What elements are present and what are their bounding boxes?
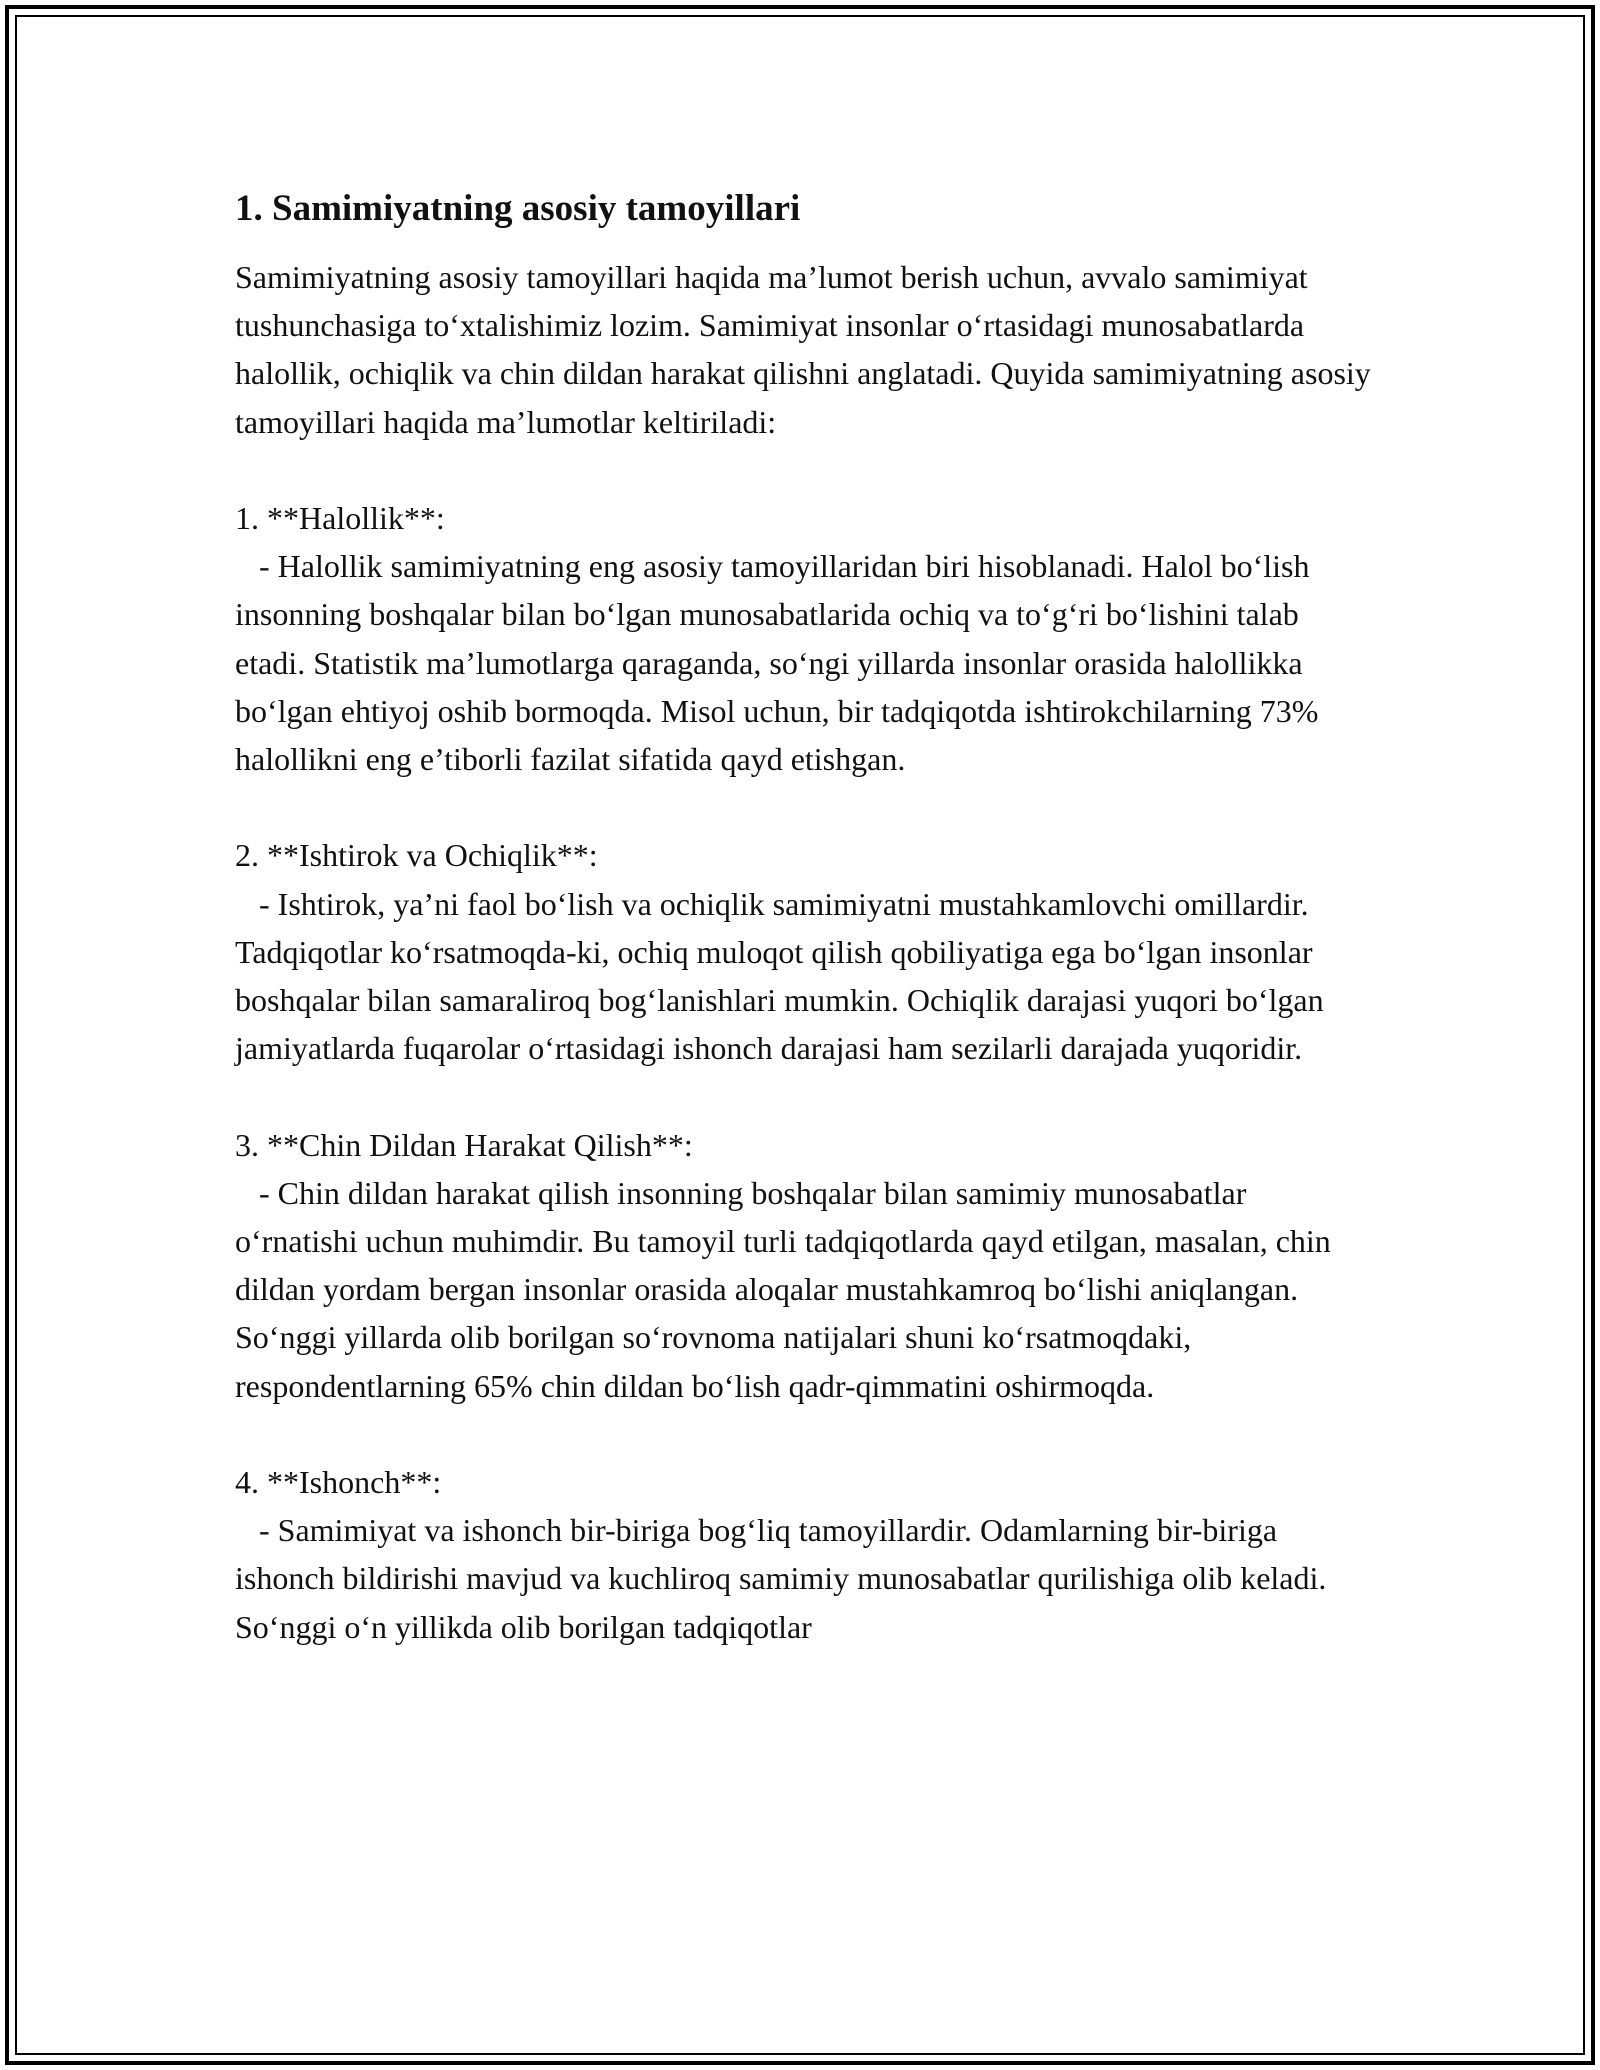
list-item-title: 3. **Chin Dildan Harakat Qilish**: xyxy=(235,1126,693,1163)
intro-paragraph: Samimiyatning asosiy tamoyillari haqida ma’lumot berish uchun, avvalo samimiyat tushunchasiga to‘xtalishimiz lozim. Samimiyat insonlar o‘rtasidagi munosabatlarda halollik, ochiqlik va chin dildan harakat qilishni anglatadi. Quyida samimiyatning asosiy tamoyillari haqida ma’lumotlar keltiriladi: xyxy=(235,259,1371,440)
paragraph-spacer xyxy=(235,1072,1375,1120)
list-item-body: - Chin dildan harakat qilish insonning boshqalar bilan samimiy munosabatlar o‘rnatishi uchun muhimdir. Bu tamoyil turli tadqiqotlarda qayd etilgan, masalan, chin dildan yordam bergan insonlar orasida aloqalar mustahkamroq bo‘lishi aniqlangan. So‘nggi yillarda olib borilgan so‘rovnoma natijalari shuni ko‘rsatmoqdaki, respondentlarning 65% chin dildan bo‘lish qadr-qimmatini oshirmoqda. xyxy=(235,1174,1339,1404)
list-item-body: - Ishtirok, ya’ni faol bo‘lish va ochiqlik samimiyatni mustahkamlovchi omillardir. Tadqiqotlar ko‘rsatmoqda-ki, ochiq muloqot qilish qobiliyatiga ega bo‘lgan insonlar boshqalar bilan samaraliroq bog‘lanishlari mumkin. Ochiqlik darajasi yuqori bo‘lgan jamiyatlarda fuqarolar o‘rtasidagi ishonch darajasi ham sezilarli darajada yuqoridir. xyxy=(235,885,1332,1067)
list-item-title: 2. **Ishtirok va Ochiqlik**: xyxy=(235,837,598,874)
paragraph-spacer xyxy=(235,1410,1375,1458)
section-heading: 1. Samimiyatning asosiy tamoyillari xyxy=(235,188,801,229)
document-body xyxy=(235,185,1375,1651)
list-item-title: 1. **Halollik**: xyxy=(235,500,445,536)
list-item-title: 4. **Ishonch**: xyxy=(235,1464,442,1501)
list-item-ishtirok-ochiqlik xyxy=(235,831,1375,1072)
list-item-halollik xyxy=(235,494,1375,783)
list-item-ishonch xyxy=(235,1458,1375,1651)
list-item-body: - Samimiyat va ishonch bir-biriga bog‘liq tamoyillardir. Odamlarning bir-biriga ishonch bildirishi mavjud va kuchliroq samimiy munosabatlar qurilishiga olib keladi. So‘nggi o‘n yillikda olib borilgan tadqiqotlar xyxy=(235,1512,1335,1645)
list-item-body: - Halollik samimiyatning eng asosiy tamoyillaridan biri hisoblanadi. Halol bo‘lish insonning boshqalar bilan bo‘lgan munosabatlarida ochiq va to‘g‘ri bo‘lishini talab etadi. Statistik ma’lumotlarga qaraganda, so‘ngi yillarda insonlar orasida halollikka bo‘lgan ehtiyoj oshib bormoqda. Misol uchun, bir tadqiqotda ishtirokchilarning 73% halollikni eng e’tiborli fazilat sifatida qayd etishgan. xyxy=(235,548,1327,778)
list-item-chin-dildan xyxy=(235,1121,1375,1410)
paragraph-spacer xyxy=(235,783,1375,831)
paragraph-spacer xyxy=(235,446,1375,494)
